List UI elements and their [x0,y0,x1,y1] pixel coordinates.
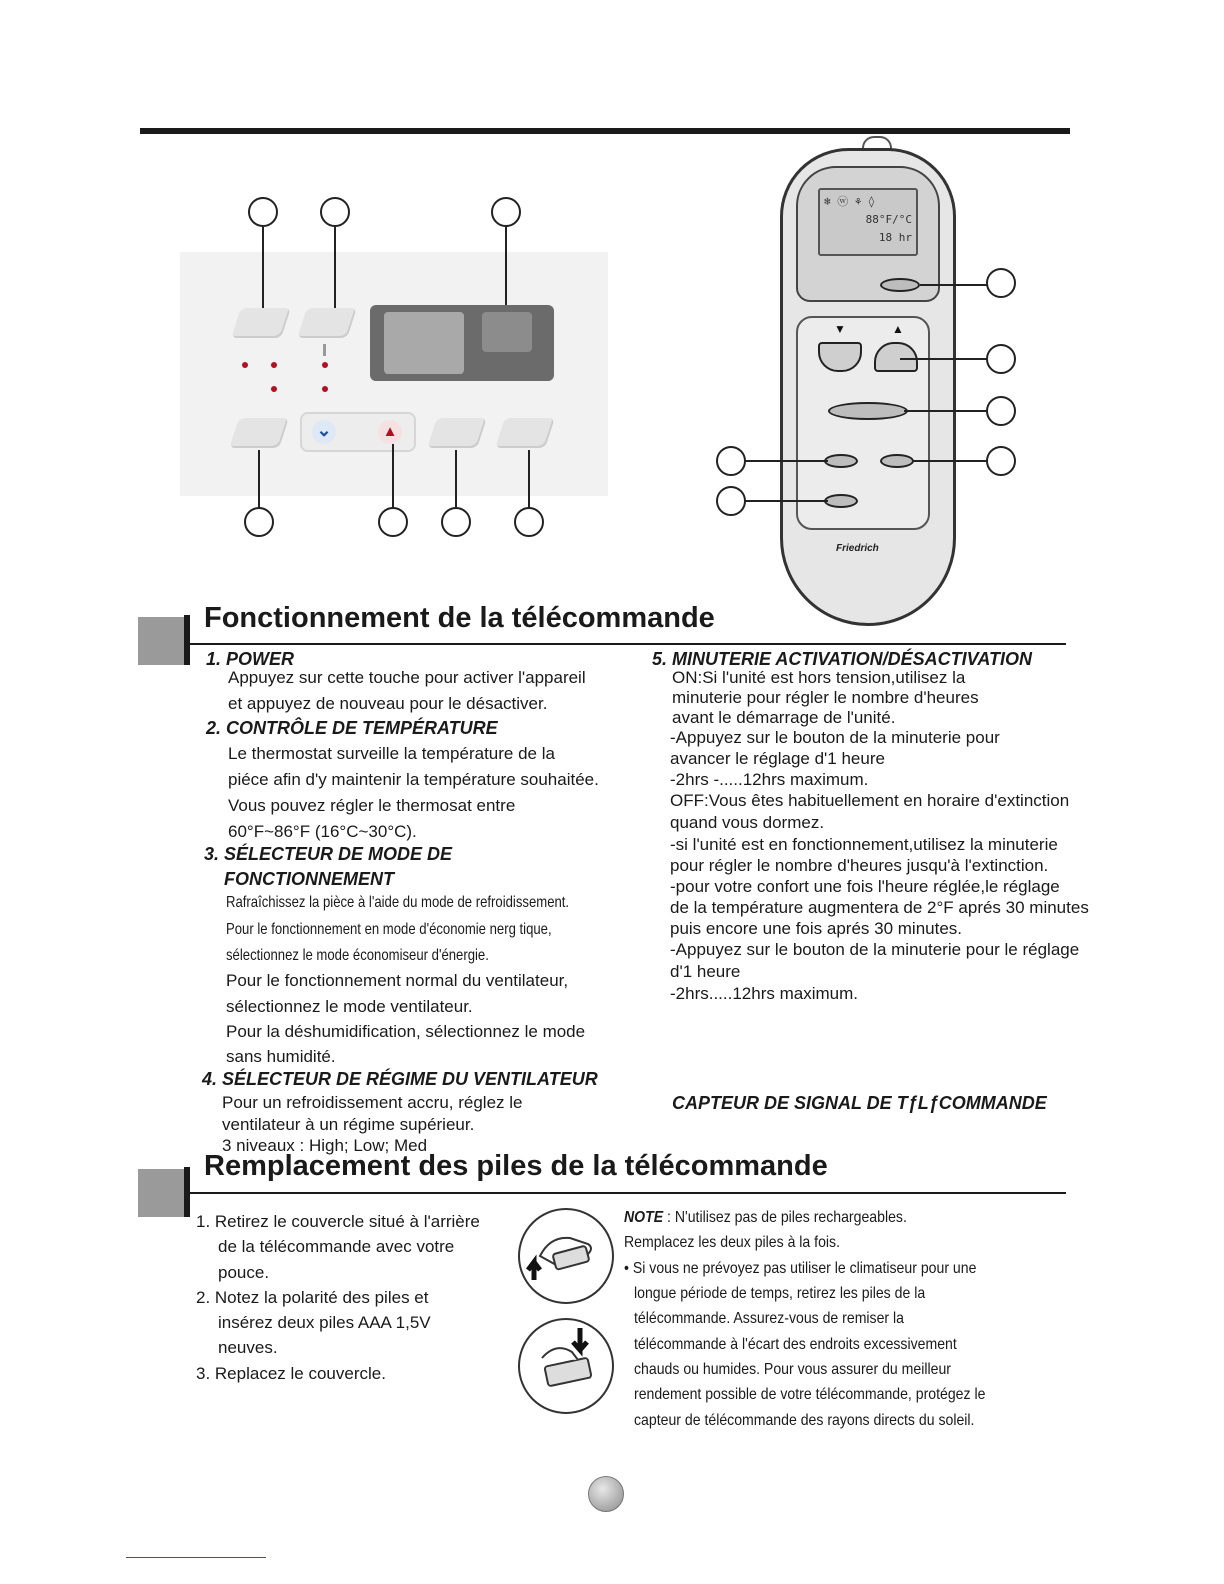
fan-line: Pour un refroidissement accru, réglez le [222,1093,523,1112]
mode-line: sans humidité. [226,1047,336,1066]
footer-link-line [126,1557,266,1558]
indicator-led [242,362,248,368]
remote-timer-button[interactable] [880,454,914,468]
fan-line: 3 niveaux : High; Low; Med [222,1136,428,1155]
battery-step: neuves. [218,1338,278,1357]
timer-line: -si l'unité est en fonctionnement,utilisez la minuterie [670,835,1058,854]
timer-line: -pour votre confort une fois l'heure réglée,le réglage [670,877,1060,896]
note-line: télécommande. Assurez-vous de remiser la [634,1310,904,1327]
power-line: et appuyez de nouveau pour le désactiver. [228,694,548,713]
battery-step: insérez deux piles AAA 1,5V [218,1313,431,1332]
note-line: • Si vous ne prévoyez pas utiliser le climatiseur pour une [624,1260,977,1277]
remote-sleep-button[interactable] [824,494,858,508]
callout-leader [392,444,394,508]
timer-line: -Appuyez sur le bouton de la minuterie pour [670,728,1000,747]
hand-inserting-battery-icon [520,1320,612,1412]
top-rule [140,128,1070,134]
callout-leader [744,460,828,462]
callout-leader [262,227,264,311]
section-marker [138,617,186,665]
note-text: : N'utilisez pas de piles rechargeables. [663,1209,907,1226]
timer-line: OFF:Vous êtes habituellement en horaire d'extinction [670,791,1070,810]
battery-insert-illustration [518,1318,614,1414]
temperature-line: Le thermostat surveille la température de la [228,744,555,763]
note-line: capteur de télécommande des rayons directs du soleil. [634,1412,975,1429]
callout-circle [986,396,1016,426]
callout-circle [986,446,1016,476]
panel-down-button[interactable]: ⌄ [312,420,336,444]
panel-up-button[interactable]: ▲ [378,420,402,444]
temperature-line: Vous pouvez régler le thermosat entre [228,796,516,815]
section-marker [138,1169,186,1217]
page-marker [588,1476,624,1512]
indicator-led [271,362,277,368]
note-label: NOTE [624,1209,664,1226]
remote-fan-button[interactable] [824,454,858,468]
timer-line: pour régler le nombre d'heures jusqu'à l'extinction. [670,856,1049,875]
panel-display-main [384,312,464,374]
fan-heading: 4. SÉLECTEUR DE RÉGIME DU VENTILATEUR [202,1069,598,1089]
callout-leader [900,358,988,360]
note-line: longue période de temps, retirez les piles de la [634,1285,926,1302]
mode-button[interactable] [297,308,357,338]
sensor-label: CAPTEUR DE SIGNAL DE TƒLƒCOMMANDE [672,1093,1047,1113]
indicator-bar [323,344,326,356]
mode-line: sélectionnez le mode ventilateur. [226,997,473,1016]
timer-line: puis encore une fois aprés 30 minutes. [670,919,963,938]
callout-circle [441,507,471,537]
timer-line: avancer le réglage d'1 heure [670,749,885,768]
timer-line: -2hrs -.....12hrs maximum. [670,770,869,789]
callout-circle [986,268,1016,298]
note-line: chauds ou humides. Pour vous assurer du meilleur [634,1361,951,1378]
note-line: télécommande à l'écart des endroits excessivement [634,1336,957,1353]
section-marker-edge [184,615,190,665]
note-line [624,1205,907,1230]
indicator-led [271,386,277,392]
timer-line: d'1 heure [670,962,741,981]
callout-circle [514,507,544,537]
battery-step: de la télécommande avec votre [218,1237,455,1256]
callout-circle [244,507,274,537]
callout-leader [912,460,988,462]
battery-cover-illustration [518,1208,614,1304]
remote-display-temp: 88°F/°C [865,213,912,226]
power-heading: 1. POWER [206,649,295,669]
callout-circle [248,197,278,227]
temperature-heading: 2. CONTRÔLE DE TEMPÉRATURE [206,718,498,738]
fan-speed-button[interactable] [229,418,289,448]
mode-line: Pour la déshumidification, sélectionnez le mode [226,1022,586,1041]
panel-display-sensor [482,312,532,352]
timer-button[interactable] [427,418,487,448]
remote-down-label: ▼ [834,322,846,336]
remote-power-button[interactable] [880,278,920,292]
remote-display-icons: ❄ ⓦ ⚘ ◊ [824,195,875,208]
timer-line: de la température augmentera de 2°F aprés 30 minutes [670,898,1089,917]
fan-line: ventilateur à un régime supérieur. [222,1115,475,1134]
battery-step: 2. Notez la polarité des piles et [196,1288,429,1307]
battery-step: 3. Replacez le couvercle. [196,1364,386,1383]
callout-leader [920,284,988,286]
callout-circle [986,344,1016,374]
timer-heading: 5. MINUTERIE ACTIVATION/DÉSACTIVATION [652,649,1033,669]
section2-title: Remplacement des piles de la télécommande [204,1150,828,1182]
callout-circle [716,446,746,476]
section1-rule [190,643,1066,645]
timer-line: -2hrs.....12hrs maximum. [670,984,858,1003]
callout-circle [378,507,408,537]
callout-leader [744,500,828,502]
section1-title: Fonctionnement de la télécommande [204,602,715,634]
hand-removing-cover-icon [520,1210,612,1302]
timer-line: minuterie pour régler le nombre d'heures [672,688,979,707]
callout-circle [716,486,746,516]
power-line: Appuyez sur cette touche pour activer l'appareil [228,668,586,687]
timer-line: ON:Si l'unité est hors tension,utilisez la [672,668,966,687]
timer-line: -Appuyez sur le bouton de la minuterie pour le réglage [670,940,1080,959]
callout-leader [258,450,260,508]
power-button[interactable] [231,308,291,338]
timer-line: avant le démarrage de l'unité. [672,708,896,727]
callout-circle [320,197,350,227]
callout-leader [505,227,507,317]
mode-line-condensed: Rafraîchissez la pièce à l'aide du mode de refroidissement. [226,894,570,911]
indicator-led [322,362,328,368]
callout-circle [491,197,521,227]
remote-brand-logo: Friedrich [836,543,879,554]
callout-leader [528,450,530,508]
battery-step: 1. Retirez le couvercle situé à l'arrière [196,1212,480,1231]
remote-display-timer: 18 hr [878,231,912,244]
remote-temp-up-button[interactable] [874,342,918,372]
timer-line: quand vous dormez. [670,813,825,832]
note-line: Remplacez les deux piles à la fois. [624,1234,840,1251]
remote-display [818,188,918,256]
mode-line-condensed: Pour le fonctionnement en mode d'économie nerg tique, [226,921,552,938]
mode-line-condensed: sélectionnez le mode économiseur d'énergie. [226,947,489,964]
temperature-line: 60°F~86°F (16°C~30°C). [228,822,417,841]
temperature-line: piéce afin d'y maintenir la température souhaitée. [228,770,599,789]
note-line: rendement possible de votre télécommande, protégez le [634,1386,986,1403]
mode-heading: 3. SÉLECTEUR DE MODE DE [204,844,453,864]
callout-leader [455,450,457,508]
indicator-led [322,386,328,392]
battery-step: pouce. [218,1263,270,1282]
sleep-button[interactable] [495,418,555,448]
mode-line: Pour le fonctionnement normal du ventilateur, [226,971,569,990]
remote-mode-button[interactable] [828,402,908,420]
callout-leader [334,227,336,311]
callout-leader [904,410,988,412]
section2-rule [190,1192,1066,1194]
remote-up-label: ▲ [892,322,904,336]
mode-heading-2: FONCTIONNEMENT [224,869,394,889]
